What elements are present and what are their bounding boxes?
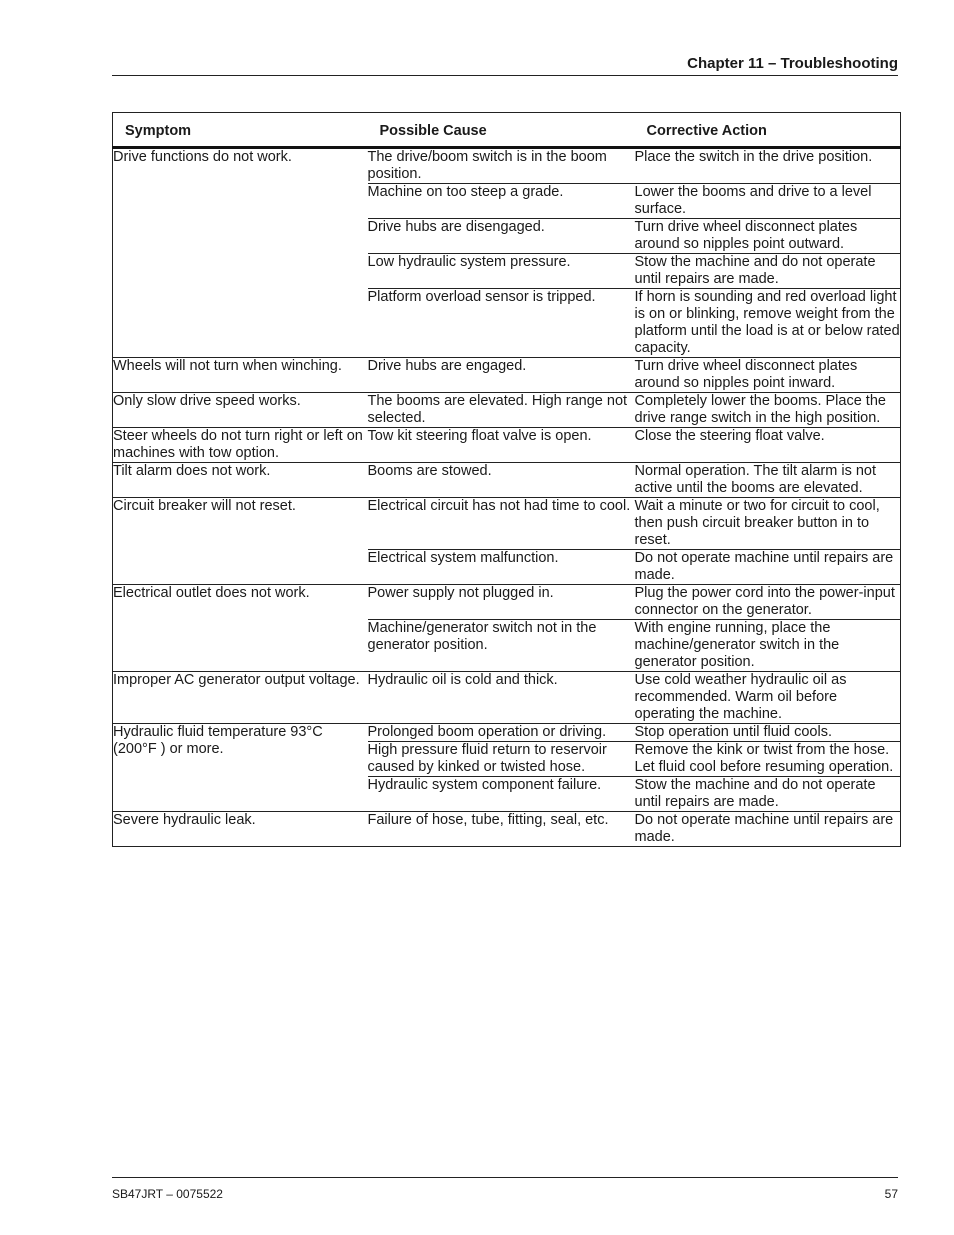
symptom-group: [113, 724, 901, 812]
table-row: [113, 358, 901, 393]
table-header-row: [113, 113, 901, 148]
possible-cause-cell: Prolonged boom operation or driving.: [368, 724, 635, 742]
column-header-possible-cause: Possible Cause: [368, 113, 635, 148]
corrective-action-cell: Do not operate machine until repairs are made.: [635, 812, 901, 847]
corrective-action-cell: Completely lower the booms. Place the drive range switch in the high position.: [635, 393, 901, 428]
possible-cause-cell: Hydraulic oil is cold and thick.: [368, 672, 635, 724]
symptom-cell: Improper AC generator output voltage.: [113, 672, 368, 724]
corrective-action-cell: Lower the booms and drive to a level surface.: [635, 184, 901, 219]
possible-cause-cell: The booms are elevated. High range not selected.: [368, 393, 635, 428]
chapter-title: Chapter 11 – Troubleshooting: [687, 55, 898, 72]
header-divider: [112, 75, 898, 76]
table-row: [113, 148, 901, 184]
page-number: 57: [884, 1187, 898, 1201]
possible-cause-cell: Booms are stowed.: [368, 463, 635, 498]
table-row: [113, 428, 901, 463]
corrective-action-cell: Do not operate machine until repairs are made.: [635, 550, 901, 585]
troubleshooting-table: [112, 112, 901, 847]
symptom-group: [113, 358, 901, 393]
symptom-cell: Wheels will not turn when winching.: [113, 358, 368, 393]
symptom-group: [113, 428, 901, 463]
possible-cause-cell: Machine on too steep a grade.: [368, 184, 635, 219]
possible-cause-cell: Low hydraulic system pressure.: [368, 254, 635, 289]
symptom-group: [113, 498, 901, 585]
table-row: [113, 672, 901, 724]
corrective-action-cell: Use cold weather hydraulic oil as recommended. Warm oil before operating the machine.: [635, 672, 901, 724]
column-header-symptom: Symptom: [113, 113, 368, 148]
corrective-action-cell: If horn is sounding and red overload light is on or blinking, remove weight from the platform until the load is at or below rated capacity.: [634, 289, 900, 356]
symptom-group: [113, 672, 901, 724]
symptom-cell: Hydraulic fluid temperature 93°C (200°F ) or more.: [113, 724, 368, 812]
corrective-action-cell: Stow the machine and do not operate until repairs are made.: [635, 777, 901, 812]
corrective-action-cell: Turn drive wheel disconnect plates around so nipples point inward.: [635, 358, 901, 393]
possible-cause-cell: Drive hubs are engaged.: [368, 358, 635, 393]
symptom-cell: Circuit breaker will not reset.: [113, 498, 368, 585]
symptom-cell: Only slow drive speed works.: [113, 393, 368, 428]
possible-cause-cell: Hydraulic system component failure.: [368, 777, 635, 812]
corrective-action-cell: Place the switch in the drive position.: [634, 149, 873, 165]
symptom-cell: Drive functions do not work.: [113, 149, 292, 165]
possible-cause-cell: Failure of hose, tube, fitting, seal, etc.: [368, 812, 635, 847]
symptom-group: [113, 585, 901, 672]
symptom-group: [113, 812, 901, 847]
symptom-group: [113, 393, 901, 428]
corrective-action-cell: Plug the power cord into the power-input connector on the generator.: [635, 585, 901, 620]
symptom-cell: Steer wheels do not turn right or left on machines with tow option.: [113, 428, 368, 463]
corrective-action-cell: Stow the machine and do not operate until repairs are made.: [635, 254, 901, 289]
possible-cause-cell: Drive hubs are disengaged.: [368, 219, 635, 254]
table-row: [113, 812, 901, 847]
possible-cause-cell: Platform overload sensor is tripped.: [368, 289, 635, 358]
corrective-action-cell: With engine running, place the machine/generator switch in the generator position.: [635, 620, 901, 672]
corrective-action-cell: Turn drive wheel disconnect plates around so nipples point outward.: [635, 219, 901, 254]
corrective-action-cell: Remove the kink or twist from the hose. Let fluid cool before resuming operation.: [635, 742, 901, 777]
symptom-cell: Electrical outlet does not work.: [113, 585, 368, 672]
possible-cause-cell: Power supply not plugged in.: [368, 585, 635, 620]
table-row: [113, 463, 901, 498]
corrective-action-cell: Normal operation. The tilt alarm is not active until the booms are elevated.: [635, 463, 901, 498]
corrective-action-cell: Stop operation until fluid cools.: [635, 724, 901, 742]
symptom-group: [113, 148, 901, 358]
symptom-group: [113, 463, 901, 498]
corrective-action-cell: Close the steering float valve.: [635, 428, 901, 463]
symptom-cell: Tilt alarm does not work.: [113, 463, 368, 498]
column-header-corrective-action: Corrective Action: [635, 113, 901, 148]
possible-cause-cell: High pressure fluid return to reservoir caused by kinked or twisted hose.: [368, 742, 635, 777]
symptom-cell: Severe hydraulic leak.: [113, 812, 368, 847]
possible-cause-cell: Electrical circuit has not had time to cool.: [368, 498, 635, 550]
footer-divider: [112, 1177, 898, 1178]
table-row: [113, 585, 901, 620]
corrective-action-cell: Wait a minute or two for circuit to cool, then push circuit breaker button in to reset.: [635, 498, 901, 550]
table-row: [113, 724, 901, 742]
possible-cause-cell: Tow kit steering float valve is open.: [368, 428, 635, 463]
document-id: SB47JRT – 0075522: [112, 1187, 223, 1201]
possible-cause-cell: Electrical system malfunction.: [368, 550, 635, 585]
possible-cause-cell: The drive/boom switch is in the boom position.: [367, 149, 607, 182]
table-row: [113, 498, 901, 550]
possible-cause-cell: Machine/generator switch not in the generator position.: [368, 620, 635, 672]
table-row: [113, 393, 901, 428]
